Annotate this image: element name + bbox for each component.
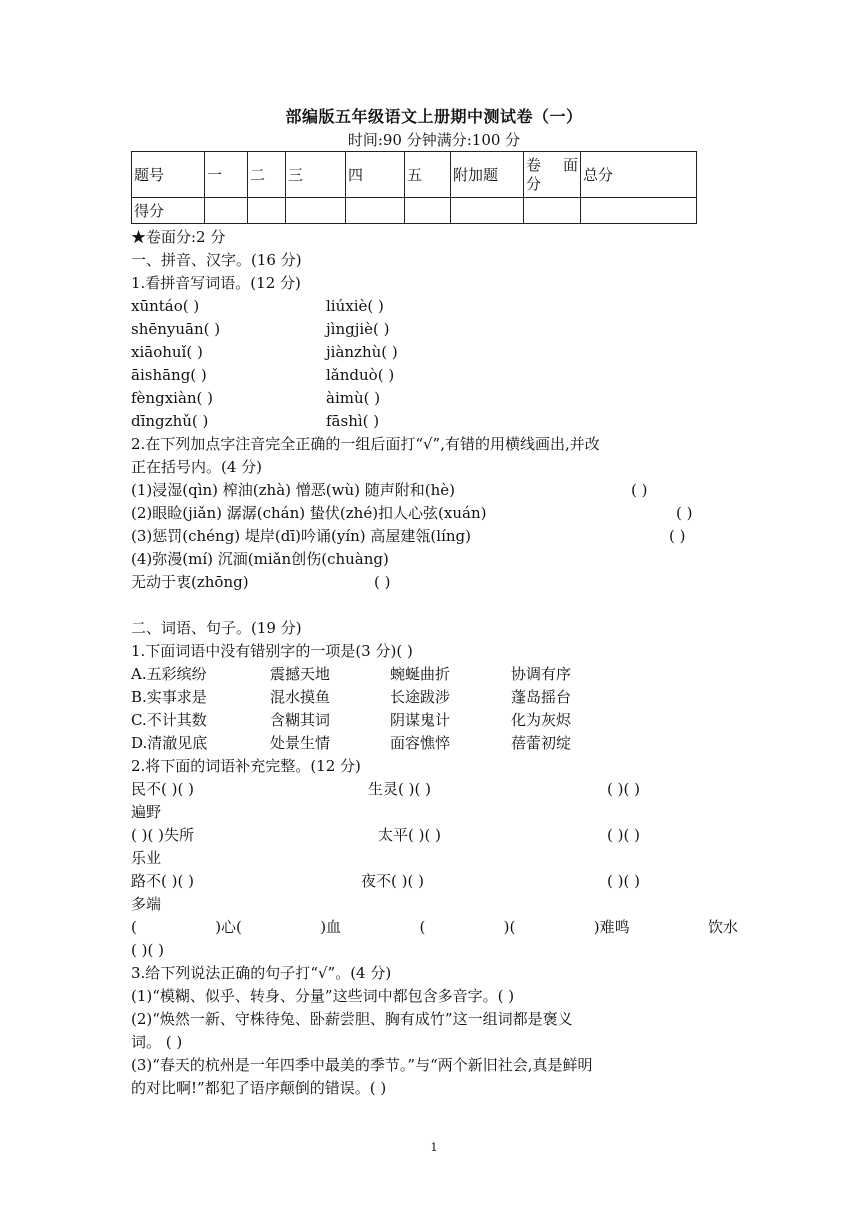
score-cell[interactable]	[205, 198, 248, 224]
fill-item: 太平( )( )	[378, 826, 441, 844]
choice-word: 处景生情	[270, 734, 331, 752]
pinyin-row	[131, 364, 738, 387]
neatness-score-line: ★卷面分:2 分	[131, 228, 226, 246]
choice-word: B.实事求是	[131, 688, 207, 706]
header-cell-juanmianfen	[524, 152, 581, 198]
fill-item: 民不( )( )	[131, 780, 194, 798]
choice-word: 协调有序	[511, 665, 572, 683]
choice-word: D.清澈见底	[131, 734, 208, 752]
pinyin-row	[131, 410, 738, 433]
fill-part: )难鸣	[593, 918, 630, 936]
fill-row-justified	[131, 916, 738, 939]
fill-row-cont: ( )( )	[131, 941, 164, 959]
pronunciation-item	[131, 502, 738, 525]
choice-word: 混水摸鱼	[270, 688, 331, 706]
choice-word: 含糊其词	[270, 711, 331, 729]
section-heading: 一、拼音、汉字。(16 分)	[131, 251, 302, 269]
pinyin-item: fāshì( )	[326, 412, 380, 430]
fill-row-cont: 遍野	[131, 803, 162, 821]
choice-row	[131, 732, 738, 755]
pronunciation-item	[131, 479, 738, 502]
header-cell: 题号	[132, 152, 205, 198]
choice-word: C.不计其数	[131, 711, 207, 729]
choice-word: 化为灰烬	[511, 711, 572, 729]
question-heading: 1.看拼音写词语。(12 分)	[131, 274, 301, 292]
fill-row-cont: 乐业	[131, 849, 162, 867]
choice-word: 长途跋涉	[390, 688, 451, 706]
score-label: 得分	[132, 198, 205, 224]
item-text: (3)惩罚(chéng) 堤岸(dī)吟诵(yín) 高屋建瓴(líng)	[131, 527, 471, 545]
question-text: 2.在下列加点字注音完全正确的一组后面打“√”,有错的用横线画出,并改	[131, 435, 600, 453]
pinyin-row	[131, 387, 738, 410]
score-table-score-row	[132, 198, 697, 224]
header-cell: 总分	[581, 152, 697, 198]
pinyin-row	[131, 341, 738, 364]
pinyin-item: shēnyuān( )	[131, 320, 221, 338]
choice-word: 蓬岛摇台	[511, 688, 572, 706]
fill-part: )(	[503, 918, 516, 936]
fill-part: )血	[320, 918, 342, 936]
item-text: 无动于衷(zhōng)	[131, 573, 249, 591]
question-text: 正在括号内。(4 分)	[131, 458, 263, 476]
header-cell: 一	[205, 152, 248, 198]
fill-item: ( )( )	[607, 780, 640, 798]
page-title: 部编版五年级语文上册期中测试卷（一）	[285, 107, 583, 126]
statement-item-cont: 的对比啊!”都犯了语序颠倒的错误。( )	[131, 1079, 387, 1097]
question-text: 3.给下列说法正确的句子打“√”。(4 分)	[131, 964, 392, 982]
statement-item	[131, 1008, 738, 1031]
answer-paren[interactable]: ( )	[669, 527, 686, 545]
score-cell[interactable]	[451, 198, 524, 224]
answer-paren[interactable]: ( )	[676, 504, 693, 522]
fill-item: ( )( )失所	[131, 826, 194, 844]
score-table-header-row	[132, 152, 697, 198]
fill-part: )心(	[215, 918, 242, 936]
choice-row	[131, 663, 738, 686]
fill-part: 饮水	[707, 918, 738, 936]
choice-word: 震撼天地	[270, 665, 331, 683]
score-cell[interactable]	[346, 198, 405, 224]
choice-word: 阴谋鬼计	[390, 711, 451, 729]
header-cell: 附加题	[451, 152, 524, 198]
statement-item-cont: 词。 ( )	[131, 1033, 183, 1051]
answer-paren[interactable]: ( )	[631, 481, 648, 499]
choice-word: A.五彩缤纷	[131, 665, 207, 683]
item-text: (2)眼睑(jiǎn) 潺潺(chán) 蛰伏(zhé)扣人心弦(xuán)	[131, 504, 487, 522]
choice-word: 蜿蜒曲折	[390, 665, 451, 683]
fill-item: 路不( )( )	[131, 872, 194, 890]
choice-word: 蓓蕾初绽	[511, 734, 572, 752]
pinyin-item: jìngjiè( )	[326, 320, 390, 338]
statement-item: (1)“模糊、似乎、转身、分量”这些词中都包含多音字。( )	[131, 987, 515, 1005]
item-text: (1)浸湿(qìn) 榨油(zhà) 憎恶(wù) 随声附和(hè)	[131, 481, 455, 499]
pinyin-item: dīngzhǔ( )	[131, 412, 209, 430]
choice-row	[131, 709, 738, 732]
choice-row	[131, 686, 738, 709]
score-cell[interactable]	[405, 198, 451, 224]
fill-item: ( )( )	[607, 872, 640, 890]
score-cell[interactable]	[286, 198, 346, 224]
pinyin-item: lǎnduò( )	[326, 366, 395, 384]
choice-word: 面容憔悴	[390, 734, 451, 752]
pinyin-item: xūntáo( )	[131, 297, 200, 315]
header-cell: 四	[346, 152, 405, 198]
header-text: 卷	[526, 155, 542, 174]
page-number: 1	[430, 1141, 438, 1154]
fill-row	[131, 778, 738, 801]
score-table	[131, 151, 697, 224]
pronunciation-item	[131, 525, 738, 548]
spacer	[131, 594, 738, 617]
score-cell[interactable]	[524, 198, 581, 224]
pinyin-item: àimù( )	[326, 389, 381, 407]
fill-row-cont: 多端	[131, 895, 162, 913]
pronunciation-item-cont	[131, 571, 738, 594]
fill-part: (	[419, 918, 426, 936]
fill-row	[131, 870, 738, 893]
statement-item: (3)“春天的杭州是一年四季中最美的季节。”与“两个新旧社会,真是鲜明	[131, 1056, 593, 1074]
exam-body	[131, 226, 738, 1100]
question-text: 2.将下面的词语补充完整。(12 分)	[131, 757, 361, 775]
fill-item: 夜不( )( )	[361, 872, 424, 890]
fill-item: 生灵( )( )	[368, 780, 431, 798]
fill-row	[131, 824, 738, 847]
header-cell: 三	[286, 152, 346, 198]
pinyin-item: liúxiè( )	[326, 297, 384, 315]
fill-item: ( )( )	[607, 826, 640, 844]
section-heading: 二、词语、句子。(19 分)	[131, 619, 302, 637]
fill-part: (	[131, 918, 137, 936]
pronunciation-item: (4)弥漫(mí) 沉湎(miǎn创伤(chuàng)	[131, 550, 389, 568]
statement-text: (2)“焕然一新、守株待兔、卧薪尝胆、胸有成竹”这一组词都是褒义	[131, 1010, 573, 1028]
pinyin-item: xiāohuǐ( )	[131, 343, 203, 361]
header-text: 分	[526, 174, 542, 193]
answer-paren[interactable]: ( )	[374, 573, 391, 591]
header-cell: 二	[248, 152, 286, 198]
header-cell: 五	[405, 152, 451, 198]
pinyin-item: fèngxiàn( )	[131, 389, 214, 407]
pinyin-item: āishāng( )	[131, 366, 207, 384]
exam-time-info: 时间:90 分钟满分:100 分	[347, 131, 521, 149]
score-cell[interactable]	[248, 198, 286, 224]
score-cell[interactable]	[581, 198, 697, 224]
header-text: 面	[562, 155, 578, 174]
pinyin-row	[131, 295, 738, 318]
pinyin-row	[131, 318, 738, 341]
question-text: 1.下面词语中没有错别字的一项是(3 分)( )	[131, 642, 413, 660]
pinyin-item: jiànzhù( )	[326, 343, 398, 361]
